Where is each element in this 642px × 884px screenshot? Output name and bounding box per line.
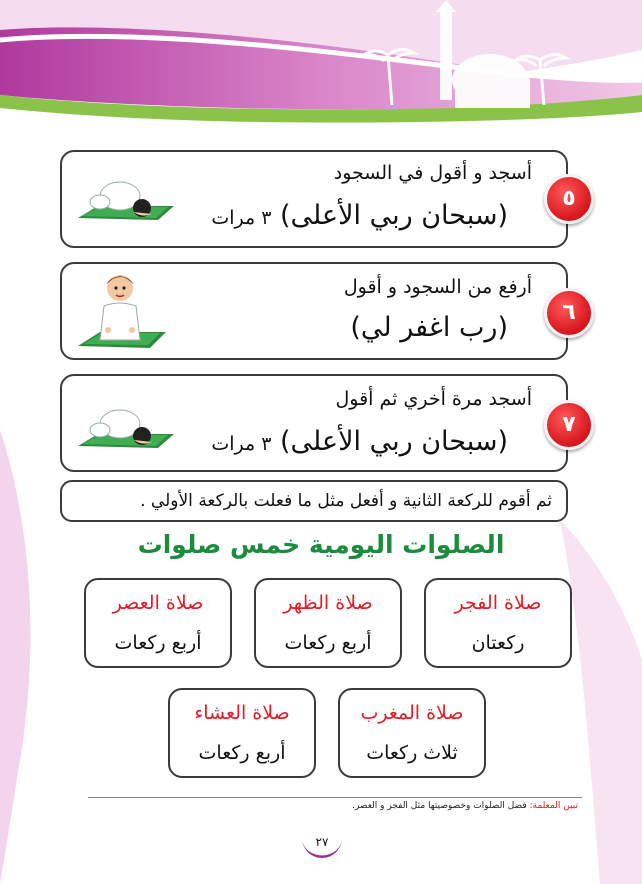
prayer-name: صلاة العصر	[112, 592, 204, 614]
step-6-box	[60, 262, 576, 360]
step-7-instruction: أسجد مرة أخري ثم أقول	[335, 388, 532, 410]
step-5-number-badge: ٥	[544, 174, 594, 224]
prayer-card-fajr	[424, 578, 572, 668]
step-7-number-badge: ٧	[544, 400, 594, 450]
note-text: ثم أقوم للركعة الثانية و أفعل مثل ما فعلت بالركعة الأولي .	[140, 491, 552, 511]
step-5-box	[60, 150, 576, 248]
step-7-box	[60, 374, 576, 472]
prayer-card-maghrib	[338, 688, 486, 778]
step-6-dua: (رب اغفر لي)	[350, 312, 508, 343]
step-6-instruction: أرفع من السجود و أقول	[343, 276, 532, 298]
step-5-instruction: أسجد و أقول في السجود	[333, 162, 532, 184]
sitting-boy-icon	[78, 270, 168, 356]
prayer-rakat: أربع ركعات	[114, 632, 202, 654]
prostrating-boy-icon	[78, 402, 178, 460]
prayer-name: صلاة المغرب	[360, 702, 464, 724]
prayer-rakat: ركعتان	[471, 632, 525, 654]
footer-divider	[88, 797, 582, 798]
prayer-card-isha	[168, 688, 316, 778]
prayer-name: صلاة الظهر	[283, 592, 373, 614]
prayer-rakat: ثلاث ركعات	[366, 742, 458, 764]
page-number: ٢٧	[315, 835, 329, 849]
note-box	[60, 480, 568, 522]
prayer-rakat: أربع ركعات	[284, 632, 372, 654]
section-title: الصلوات اليومية خمس صلوات	[137, 530, 505, 559]
prayer-card-dhuhr	[254, 578, 402, 668]
teacher-note: تبين المعلمة: فضل الصلوات وخصوصيتها مثل الفجر و العصر.	[352, 801, 578, 811]
step-7-dua: (سبحان ربي الأعلى) ٣ مرات	[211, 426, 508, 457]
step-5-dua: (سبحان ربي الأعلى) ٣ مرات	[211, 200, 508, 231]
prayer-name: صلاة الفجر	[454, 592, 542, 614]
prostrating-boy-icon	[78, 174, 178, 232]
prayer-card-asr	[84, 578, 232, 668]
step-6-number-badge: ٦	[544, 288, 594, 338]
prayer-name: صلاة العشاء	[194, 702, 290, 724]
prayer-rakat: أربع ركعات	[198, 742, 286, 764]
